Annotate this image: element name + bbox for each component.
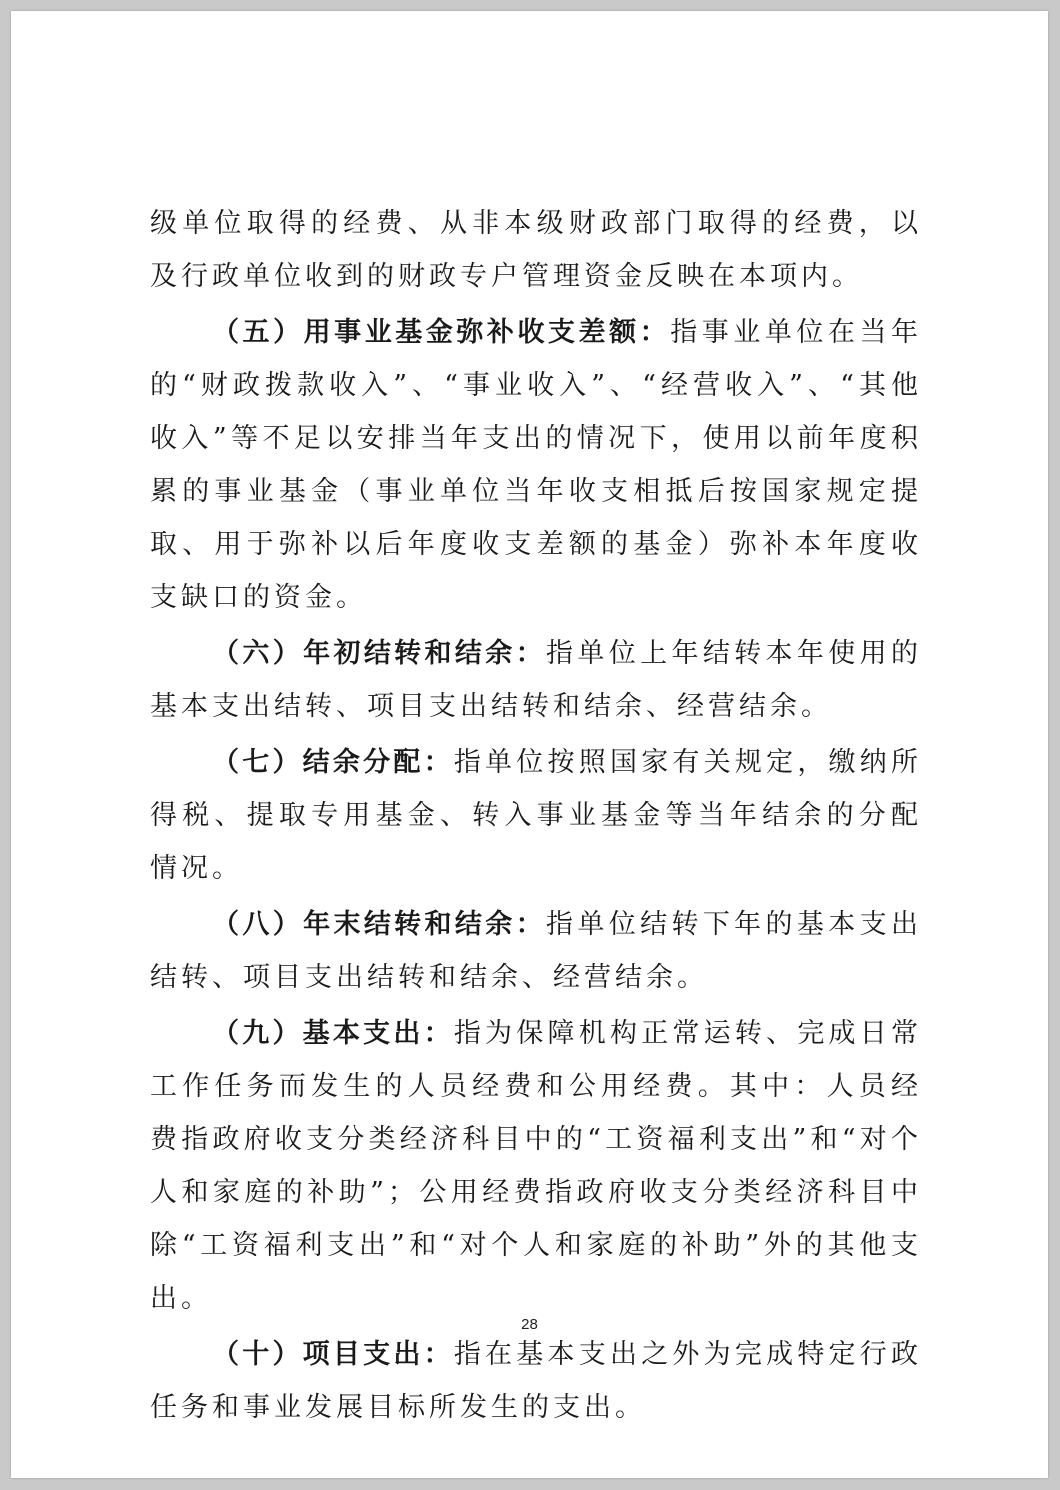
paragraph-term: （七）结余分配： (212, 747, 454, 778)
paragraph-text: 指事业单位在当年的“财政拨款收入”、“事业收入”、“经营收入”、“其他收入”等不足以安排当年支出的情况下，使用以前年度积累的事业基金（事业单位当年收支相抵后按国家规定提取、用于弥补以后年度收支差额的基金）弥补本年度收支缺口的资金。 (150, 317, 923, 613)
paragraph-item-7 (150, 736, 922, 895)
paragraph-text: 级单位取得的经费、从非本级财政部门取得的经费，以及行政单位收到的财政专户管理资金反映在本项内。 (150, 208, 922, 292)
paragraph-text: 指单位按照国家有关规定，缴纳所得税、提取专用基金、转入事业基金等当年结余的分配情况。 (150, 747, 923, 884)
paragraph-item-5 (150, 306, 922, 624)
paragraph-item-8 (150, 898, 922, 1004)
paragraph-term: （八）年末结转和结余： (212, 909, 546, 940)
paragraph-continued (150, 197, 922, 303)
paragraph-term: （五）用事业基金弥补收支差额： (212, 317, 671, 348)
paragraph-item-6 (150, 627, 922, 733)
page-number: 28 (521, 1316, 538, 1333)
paragraph-term: （十）项目支出： (212, 1339, 454, 1370)
paragraph-text: 指单位结转下年的基本支出结转、项目支出结转和结余、经营结余。 (150, 909, 922, 993)
paragraph-text: 指为保障机构正常运转、完成日常工作任务而发生的人员经费和公用经费。其中：人员经费指政府收支分类经济科目中的“工资福利支出”和“对个人和家庭的补助”；公用经费指政府收支分类经济科目中除“工资福利支出”和“对个人和家庭的补助”外的其他支出。 (150, 1018, 923, 1314)
paragraph-text: 指单位上年结转本年使用的基本支出结转、项目支出结转和结余、经营结余。 (150, 638, 922, 722)
paragraph-text: 指在基本支出之外为完成特定行政任务和事业发展目标所发生的支出。 (150, 1339, 923, 1423)
document-body (150, 197, 922, 1434)
paragraph-term: （六）年初结转和结余： (212, 638, 546, 669)
paragraph-item-9 (150, 1007, 922, 1325)
paragraph-item-10 (150, 1328, 922, 1434)
document-page (11, 11, 1048, 1478)
paragraph-term: （九）基本支出： (212, 1018, 454, 1049)
